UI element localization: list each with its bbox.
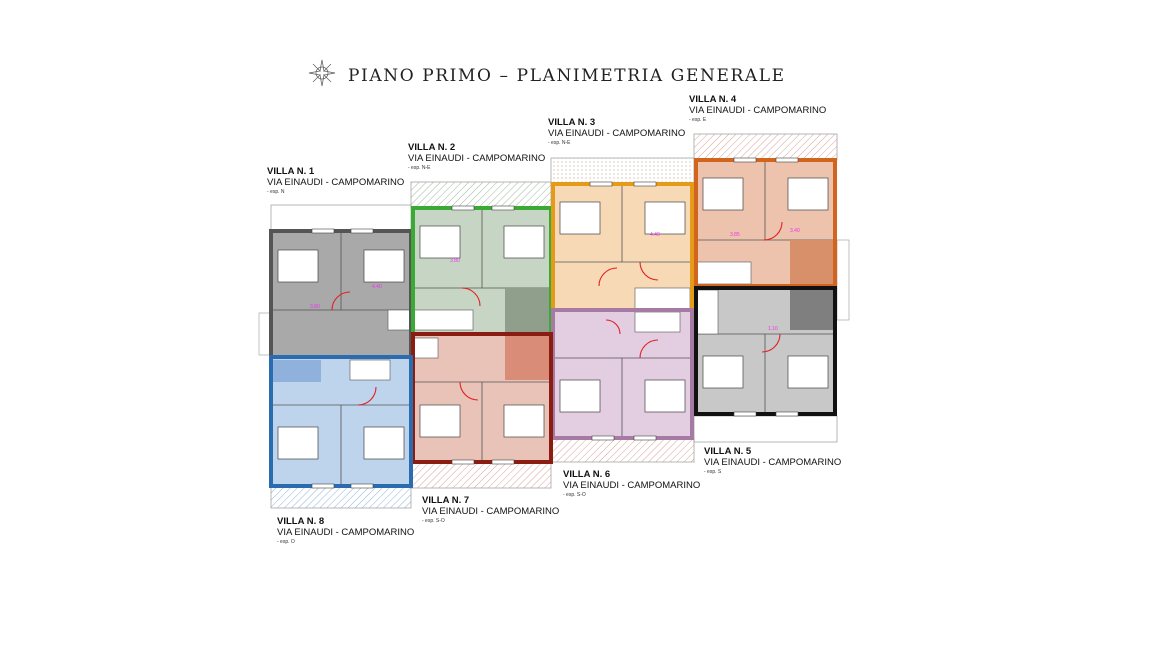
- villa-label: [704, 447, 841, 476]
- villa-name: VILLA N. 2: [408, 142, 456, 153]
- villa-exposure: - esp. S: [704, 468, 722, 475]
- dimension-label: 3.80: [450, 258, 460, 264]
- villa-exposure: - esp. S-O: [422, 517, 445, 524]
- page-title: PIANO PRIMO – PLANIMETRIA GENERALE: [348, 66, 786, 86]
- villa-address: VIA EINAUDI - CAMPOMARINO: [548, 127, 686, 139]
- bathroom: [505, 336, 551, 380]
- villa-address: VIA EINAUDI - CAMPOMARINO: [689, 104, 827, 116]
- villa-exposure: - esp. N: [267, 188, 285, 195]
- villa-exposure: - esp. S-O: [563, 491, 586, 498]
- balcony: [551, 158, 694, 184]
- villa-address: VIA EINAUDI - CAMPOMARINO: [704, 456, 842, 468]
- villa-name: VILLA N. 8: [277, 516, 325, 527]
- balcony: [411, 182, 551, 208]
- dimension-label: 4.40: [650, 232, 660, 238]
- villa-address: VIA EINAUDI - CAMPOMARINO: [422, 505, 560, 517]
- balcony: [411, 462, 551, 488]
- side-terrace: [837, 240, 849, 320]
- villa-exposure: - esp. E: [689, 116, 707, 123]
- villa-address: VIA EINAUDI - CAMPOMARINO: [277, 526, 415, 538]
- dimension-label: 1.10: [768, 326, 778, 332]
- villa-name: VILLA N. 6: [563, 469, 611, 480]
- villa-exposure: - esp. N-E: [408, 164, 431, 171]
- balcony: [271, 486, 411, 508]
- villa-label: [277, 517, 414, 546]
- dimension-label: 3.85: [730, 232, 740, 238]
- villa-address: VIA EINAUDI - CAMPOMARINO: [267, 176, 405, 188]
- villa-label: [422, 496, 559, 525]
- balcony: [271, 205, 411, 231]
- balcony: [551, 438, 694, 462]
- compass-rose-icon: [307, 58, 337, 88]
- dimension-label: 3.80: [310, 304, 320, 310]
- villa-exposure: - esp. N-E: [548, 139, 571, 146]
- villa-name: VILLA N. 3: [548, 117, 596, 128]
- villa-label: [548, 118, 685, 147]
- dimension-label: 3.40: [790, 228, 800, 234]
- bathroom: [271, 360, 321, 382]
- dimension-label: 4.40: [372, 284, 382, 290]
- villa-exposure: - esp. O: [277, 538, 295, 545]
- balcony: [694, 416, 837, 442]
- villa-address: VIA EINAUDI - CAMPOMARINO: [563, 479, 701, 491]
- villa-name: VILLA N. 5: [704, 446, 752, 457]
- bathroom: [790, 240, 835, 284]
- bathroom: [790, 290, 835, 330]
- villa-label: [267, 167, 404, 196]
- villa-name: VILLA N. 4: [689, 94, 737, 105]
- villa-address: VIA EINAUDI - CAMPOMARINO: [408, 152, 546, 164]
- villa-label: [689, 95, 826, 124]
- bathroom: [505, 288, 551, 334]
- villa-name: VILLA N. 1: [267, 166, 315, 177]
- villa-label: [408, 143, 545, 172]
- villa-label: [563, 470, 700, 499]
- balcony: [694, 134, 837, 160]
- villa-name: VILLA N. 7: [422, 495, 470, 506]
